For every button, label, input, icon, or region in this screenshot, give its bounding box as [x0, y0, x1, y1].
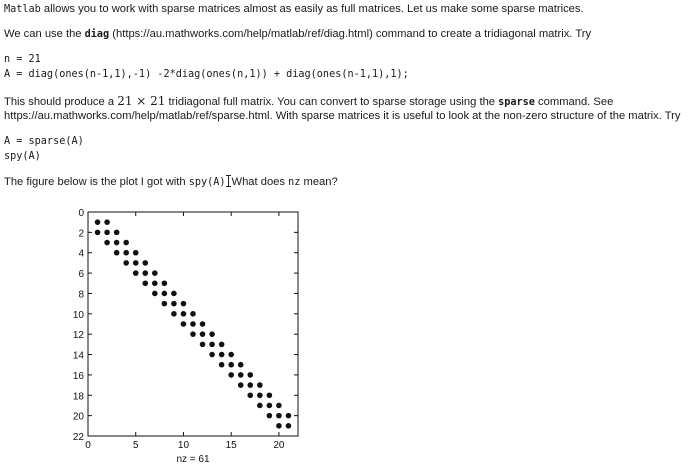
nonzero-dot: [190, 331, 196, 337]
nonzero-dot: [104, 230, 110, 236]
y-tick-label: 2: [78, 228, 84, 240]
y-tick-label: 6: [78, 269, 84, 281]
nonzero-dot: [228, 352, 234, 358]
nonzero-dot: [219, 342, 225, 348]
paragraph-tridiagonal: This should produce a 21 × 21 tridiagonal full matrix. You can convert to sparse storage using the sparse command. See: [4, 94, 614, 108]
paragraph-diag: We can use the diag (https://au.mathworks.com/help/matlab/ref/diag.html) command to create a tridiagonal matrix. Try: [4, 28, 592, 40]
inline-code-matlab: Matlab: [4, 4, 41, 15]
y-tick-label: 0: [78, 208, 84, 219]
y-tick-label: 14: [72, 350, 84, 362]
code-line-sparse: A = sparse(A): [4, 136, 84, 147]
y-tick-label: 16: [72, 370, 84, 382]
y-tick-label: 4: [78, 248, 84, 260]
nonzero-dot: [123, 250, 129, 256]
nonzero-dot: [247, 392, 253, 398]
nonzero-dot: [95, 219, 101, 225]
nonzero-dot: [171, 311, 177, 317]
nonzero-dot: [276, 423, 282, 429]
nonzero-dot: [104, 219, 110, 225]
nonzero-dot: [133, 270, 139, 276]
nonzero-dot: [257, 392, 263, 398]
nonzero-dot: [95, 230, 101, 236]
nonzero-dot: [257, 382, 263, 388]
nonzero-dot: [104, 240, 110, 246]
x-tick-label: 15: [225, 440, 237, 451]
inline-code-sparse: sparse: [498, 97, 535, 108]
nonzero-dot: [209, 352, 215, 358]
nonzero-dot: [267, 392, 273, 398]
nonzero-dot: [133, 250, 139, 256]
nonzero-dot: [123, 240, 129, 246]
nonzero-dot: [219, 362, 225, 368]
y-tick-label: 10: [72, 309, 84, 321]
y-tick-label: 22: [72, 432, 84, 443]
code-line-spy: spy(A): [4, 151, 41, 162]
nonzero-dot: [267, 403, 273, 409]
inline-code-spy: spy(A): [188, 177, 226, 188]
nonzero-dot: [171, 301, 177, 307]
nonzero-dot: [171, 291, 177, 297]
y-tick-label: 8: [78, 289, 84, 301]
nonzero-dot: [257, 403, 263, 409]
nonzero-dot: [228, 362, 234, 368]
nonzero-dot: [133, 260, 139, 266]
nonzero-dot: [286, 413, 292, 419]
inline-code-nz: nz: [288, 177, 301, 188]
nonzero-dot: [228, 372, 234, 378]
nonzero-dot: [123, 260, 129, 266]
x-tick-label: 10: [177, 440, 190, 451]
nonzero-dot: [162, 280, 168, 286]
nonzero-dot: [267, 413, 273, 419]
nonzero-dot: [190, 311, 196, 317]
nonzero-dot: [152, 280, 158, 286]
nonzero-dot: [142, 260, 148, 266]
inline-code-diag: diag: [84, 29, 110, 40]
nonzero-dot: [190, 321, 196, 327]
nonzero-dot: [114, 240, 120, 246]
nonzero-dot: [152, 270, 158, 276]
nonzero-dot: [200, 331, 206, 337]
y-tick-label: 18: [72, 391, 84, 403]
nonzero-dot: [200, 342, 206, 348]
nonzero-dot: [181, 311, 187, 317]
nonzero-dot: [181, 321, 187, 327]
nonzero-dot: [209, 342, 215, 348]
nonzero-dot: [162, 291, 168, 297]
nonzero-dot: [219, 352, 225, 358]
nonzero-dot: [276, 413, 282, 419]
nonzero-dot: [247, 382, 253, 388]
spy-plot: [60, 202, 340, 468]
y-tick-label: 20: [72, 411, 84, 423]
y-tick-label: 12: [72, 330, 84, 342]
paragraph-intro: Matlab allows you to work with sparse matrices almost as easily as full matrices. Let us make some sparse matrices.: [4, 3, 584, 15]
nonzero-dot: [114, 250, 120, 256]
nonzero-dot: [142, 270, 148, 276]
x-tick-label: 0: [85, 440, 91, 451]
nonzero-dot: [114, 230, 120, 236]
nonzero-dot: [209, 331, 215, 337]
x-tick-label: 5: [132, 440, 139, 451]
nonzero-dot: [200, 321, 206, 327]
nonzero-dot: [142, 280, 148, 286]
math-21x21: 21 × 21: [117, 94, 166, 108]
x-axis-label: nz = 61: [176, 454, 210, 465]
code-line-diag: A = diag(ones(n-1,1),-1) -2*diag(ones(n,1)) + diag(ones(n-1,1),1);: [4, 69, 409, 80]
text-cursor-icon: [226, 175, 232, 187]
nonzero-dot: [181, 301, 187, 307]
nonzero-dot: [238, 372, 244, 378]
nonzero-dot: [238, 362, 244, 368]
x-tick-label: 20: [273, 440, 285, 451]
paragraph-question: The figure below is the plot I got with spy(A) What does nz mean?: [4, 176, 338, 188]
nonzero-dot: [238, 382, 244, 388]
nonzero-dot: [247, 372, 253, 378]
nonzero-dot: [286, 423, 292, 429]
nonzero-dot: [152, 291, 158, 297]
paragraph-sparse-link: https://au.mathworks.com/help/matlab/ref/sparse.html. With sparse matrices it is useful to look at the non-zero structure of the matrix. Try: [4, 110, 681, 122]
nonzero-dot: [276, 403, 282, 409]
nonzero-dot: [162, 301, 168, 307]
code-line-n: n = 21: [4, 54, 41, 65]
